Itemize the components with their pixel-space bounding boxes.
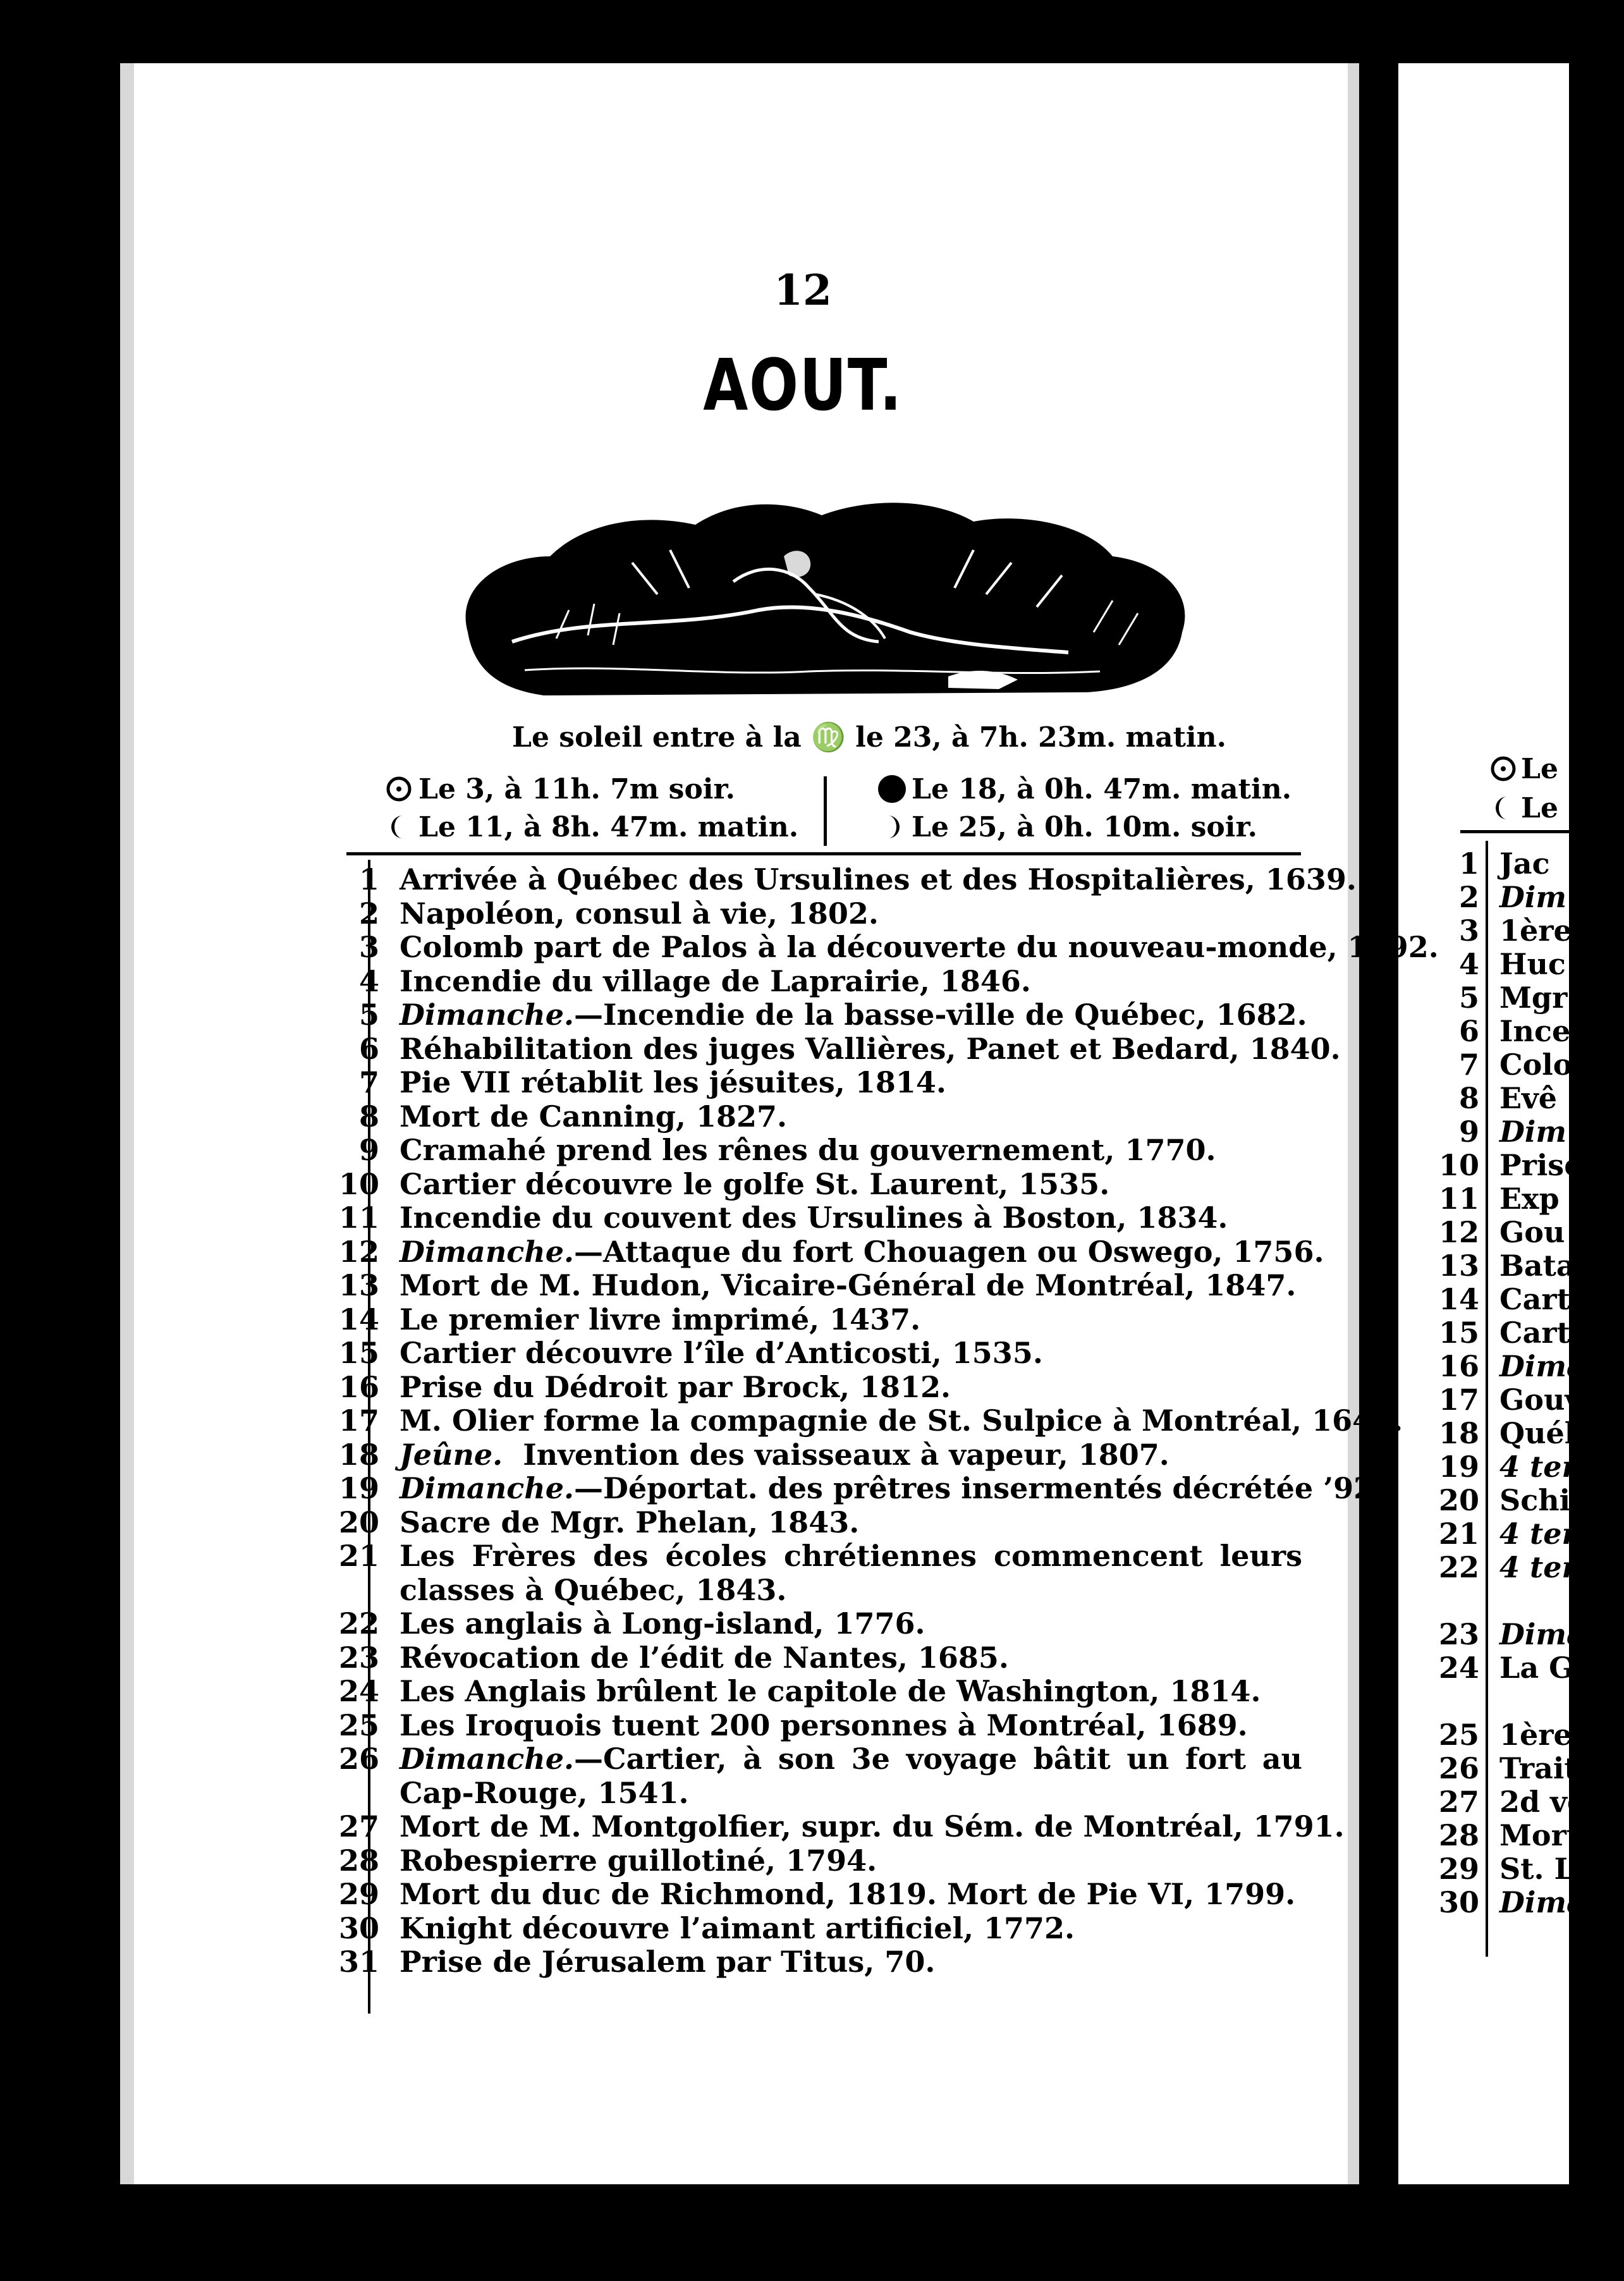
day-number: 1 — [1458, 847, 1479, 881]
day-number: 10 — [338, 1166, 379, 1201]
day-number: 22 — [1438, 1550, 1479, 1584]
day-number: 30 — [1438, 1885, 1479, 1919]
calendar-entry — [316, 965, 1302, 999]
calendar-entry — [316, 1878, 1302, 1912]
calendar-entry — [1422, 1082, 1574, 1115]
entry-text: Bata — [1499, 1249, 1575, 1283]
day-number: 8 — [358, 1099, 379, 1134]
day-number: 24 — [338, 1674, 379, 1708]
entry-text: 4 tem — [1499, 1517, 1593, 1551]
horizontal-rule — [346, 852, 1301, 855]
entry-text: Dim — [1499, 1115, 1567, 1149]
entry-text: Ince — [1499, 1014, 1571, 1048]
entry-text: Evê — [1499, 1081, 1558, 1115]
entry-text: Prise de Jérusalem par Titus, 70. — [400, 1945, 936, 1979]
calendar-entry — [316, 1371, 1302, 1405]
day-number: 2 — [358, 896, 379, 931]
calendar-entry — [1422, 1617, 1585, 1651]
day-number: 9 — [358, 1133, 379, 1167]
entry-text: Cartier découvre le golfe St. Laurent, 1535. — [400, 1166, 1110, 1201]
entry-text: M. Olier forme la compagnie de St. Sulpice à Montréal, 1640. — [400, 1403, 1403, 1438]
moon-phases-left — [379, 770, 798, 846]
calendar-entry — [1422, 1417, 1574, 1450]
entry-text: 4 tem — [1499, 1450, 1593, 1484]
calendar-entry — [316, 1945, 1302, 1979]
horizontal-rule — [1460, 830, 1587, 833]
day-number: 16 — [338, 1369, 379, 1404]
calendar-entry — [1422, 1249, 1574, 1283]
day-number: 21 — [1438, 1517, 1479, 1551]
entry-text: Le premier livre imprimé, 1437. — [400, 1302, 921, 1336]
entry-text: 1ère — [1499, 1718, 1572, 1752]
full-moon-icon — [379, 775, 418, 803]
first-quarter-icon — [872, 813, 912, 841]
day-number: 23 — [338, 1640, 379, 1675]
phase-text: Le 11, à 8h. 47m. matin. — [418, 810, 799, 843]
sunday-label: Dimanche. — [400, 1742, 575, 1776]
calendar-entry — [1422, 1550, 1593, 1584]
day-number: 20 — [338, 1505, 379, 1539]
phase-divider — [824, 776, 827, 846]
day-number: 9 — [1458, 1115, 1479, 1149]
entry-body: —Déportat. des prêtres insermentés décrétée ’92. — [574, 1471, 1384, 1505]
entry-text — [389, 1472, 1384, 1506]
day-number: 19 — [1438, 1450, 1479, 1484]
calendar-entry — [1422, 1517, 1593, 1551]
entry-text: Les Iroquois tuent 200 personnes à Montréal, 1689. — [400, 1708, 1248, 1742]
calendar-entry — [316, 1709, 1302, 1743]
day-number: 7 — [1458, 1048, 1479, 1082]
phase-text: Le 3, à 11h. 7m soir. — [418, 773, 735, 805]
entry-text: Mort — [1499, 1818, 1580, 1852]
entry-body: —Cartier, à son 3e voyage bâtit un fort au Cap-Rouge, 1541. — [400, 1742, 1302, 1810]
calendar-entry — [316, 1336, 1302, 1371]
entry-text: Les Frères des écoles chrétiennes commencent leurs classes à Québec, 1843. — [400, 1539, 1302, 1607]
calendar-entry — [316, 1607, 1302, 1641]
day-number: 10 — [1438, 1148, 1479, 1182]
day-number: 12 — [338, 1234, 379, 1269]
day-number: 1 — [358, 862, 379, 896]
day-number: 27 — [1438, 1785, 1479, 1819]
calendar-entry — [316, 1912, 1302, 1946]
day-number: 26 — [338, 1742, 379, 1776]
entry-text: Prise — [1499, 1148, 1583, 1182]
day-number: 11 — [338, 1201, 379, 1235]
day-number: 2 — [1458, 880, 1479, 914]
entry-text: La G — [1499, 1651, 1574, 1685]
entry-text: Mort du duc de Richmond, 1819. Mort de Pie VI, 1799. — [400, 1877, 1296, 1911]
calendar-entry — [1422, 948, 1574, 981]
day-number: 25 — [1438, 1718, 1479, 1752]
calendar-entry — [316, 1403, 1403, 1438]
calendar-entries — [316, 862, 1439, 1979]
day-number: 21 — [338, 1539, 379, 1573]
calendar-entry — [316, 1303, 1302, 1337]
calendar-entry — [1422, 1450, 1593, 1484]
entry-text: Révocation de l’édit de Nantes, 1685. — [400, 1640, 1009, 1675]
day-number: 18 — [338, 1437, 379, 1472]
entry-text: Napoléon, consul à vie, 1802. — [400, 896, 879, 931]
day-number: 19 — [338, 1471, 379, 1505]
entry-text: Les anglais à Long-island, 1776. — [400, 1606, 925, 1641]
entry-text: Colo — [1499, 1048, 1573, 1082]
day-number: 11 — [1438, 1182, 1479, 1216]
calendar-entry — [1422, 1651, 1574, 1685]
calendar-entry — [316, 1641, 1302, 1675]
page-gutter-shadow — [1348, 63, 1359, 2184]
entry-text: Dima — [1499, 1349, 1585, 1383]
entry-text: Huc — [1499, 947, 1566, 981]
day-number: 24 — [1438, 1651, 1479, 1685]
phase-text: Le — [1521, 792, 1558, 824]
calendar-entry — [316, 1134, 1302, 1168]
entry-text: 2d voy — [1499, 1785, 1604, 1819]
page-number: 12 — [774, 266, 832, 315]
entry-text: Dima — [1499, 1617, 1585, 1651]
moon-phases-right — [872, 770, 1291, 846]
calendar-entry — [316, 862, 1357, 897]
calendar-entry — [1422, 1216, 1574, 1249]
last-quarter-icon — [1486, 794, 1521, 822]
day-number: 28 — [1438, 1818, 1479, 1852]
calendar-entry — [1422, 981, 1574, 1015]
day-number: 18 — [1438, 1416, 1479, 1450]
entry-text: Quél — [1499, 1416, 1576, 1450]
entry-body: —Incendie de la basse-ville de Québec, 1682. — [574, 998, 1307, 1032]
calendar-entry — [1422, 1483, 1587, 1517]
sunday-label: Dimanche. — [400, 1234, 575, 1269]
day-number: 30 — [338, 1911, 379, 1945]
calendar-entry — [316, 1742, 1302, 1810]
calendar-entry — [1422, 1751, 1596, 1785]
entry-text: Arrivée à Québec des Ursulines et des Hospitalières, 1639. — [400, 862, 1357, 896]
calendar-entry — [316, 1066, 1302, 1100]
day-number: 13 — [1438, 1249, 1479, 1283]
entry-text — [389, 1742, 1302, 1810]
calendar-entry — [316, 998, 1307, 1032]
entry-text: Colomb part de Palos à la découverte du nouveau-monde, 1492. — [400, 930, 1439, 964]
calendar-entry — [1422, 881, 1574, 914]
new-moon-icon — [872, 773, 912, 805]
calendar-entry — [1422, 1316, 1574, 1350]
entry-text: Knight découvre l’aimant artificiel, 1772. — [400, 1911, 1075, 1945]
last-quarter-icon — [379, 813, 418, 841]
entry-text: Cramahé prend les rênes du gouvernement, 1770. — [400, 1133, 1216, 1167]
day-number: 14 — [1438, 1282, 1479, 1316]
calendar-entry — [316, 1844, 1302, 1878]
day-number: 12 — [1438, 1215, 1479, 1249]
entry-text: Incendie du village de Laprairie, 1846. — [400, 963, 1031, 998]
calendar-entry — [316, 1675, 1302, 1709]
calendar-entry — [1422, 1182, 1574, 1216]
calendar-entry — [316, 1506, 1302, 1540]
day-number: 31 — [338, 1945, 379, 1979]
page-edge-shadow — [120, 63, 134, 2184]
day-number: 15 — [1438, 1316, 1479, 1350]
calendar-entry — [316, 1539, 1302, 1607]
phase-row — [379, 808, 798, 846]
day-number: 25 — [338, 1708, 379, 1742]
phase-text: Le 25, à 0h. 10m. soir. — [912, 810, 1257, 843]
calendar-entry — [1422, 1349, 1585, 1383]
calendar-entry — [316, 1809, 1345, 1844]
phase-row — [872, 808, 1291, 846]
day-number: 5 — [358, 998, 379, 1032]
next-page-entries — [1422, 847, 1624, 1919]
calendar-entry — [316, 1031, 1341, 1067]
day-number: 6 — [358, 1031, 379, 1066]
calendar-entry — [1422, 1852, 1594, 1886]
day-number: 13 — [338, 1268, 379, 1302]
entry-text: Dim — [1499, 880, 1567, 914]
entry-text: Pie VII rétablit les jésuites, 1814. — [400, 1065, 946, 1099]
entry-text: Dimanc — [1499, 1885, 1624, 1919]
entry-text: Robespierre guillotiné, 1794. — [400, 1843, 877, 1878]
day-number: 28 — [338, 1843, 379, 1878]
entry-text: Mgr — [1499, 981, 1568, 1015]
day-number: 17 — [1438, 1383, 1479, 1417]
entry-body: —Attaque du fort Chouagen ou Oswego, 1756. — [574, 1234, 1324, 1269]
fast-day-label: Jeûne. — [400, 1437, 503, 1472]
entry-text: Mort de M. Hudon, Vicaire-Général de Montréal, 1847. — [400, 1268, 1297, 1302]
month-title: AOUT. — [703, 345, 903, 427]
calendar-entry — [1422, 1048, 1574, 1082]
entry-text — [389, 1235, 1324, 1269]
day-number: 23 — [1438, 1617, 1479, 1651]
entry-text: Gouv — [1499, 1383, 1582, 1417]
day-number: 5 — [1458, 981, 1479, 1015]
entry-text: Jac — [1499, 847, 1550, 881]
phase-row — [379, 770, 798, 808]
entry-text: Gou — [1499, 1215, 1565, 1249]
entry-text: Incendie du couvent des Ursulines à Boston, 1834. — [400, 1201, 1228, 1235]
calendar-entry — [1422, 1785, 1604, 1819]
phase-text: Le 18, à 0h. 47m. matin. — [912, 773, 1292, 805]
entry-text: Cartier découvre l’île d’Anticosti, 1535. — [400, 1336, 1043, 1370]
calendar-entry — [316, 930, 1439, 965]
phase-row — [1486, 788, 1558, 828]
sunday-label: Dimanche. — [400, 998, 575, 1032]
calendar-entry — [316, 1269, 1302, 1303]
day-number: 29 — [1438, 1852, 1479, 1886]
calendar-entry — [1422, 1718, 1574, 1752]
entry-text: St. Le — [1499, 1852, 1594, 1886]
day-number: 29 — [338, 1877, 379, 1911]
entry-text — [389, 998, 1307, 1032]
calendar-entry — [316, 1168, 1302, 1202]
entry-text: Prise du Dédroit par Brock, 1812. — [400, 1369, 951, 1404]
day-number: 26 — [1438, 1751, 1479, 1785]
calendar-entry — [1422, 914, 1574, 948]
sun-sign-entry: Le soleil entre à la ♍ le 23, à 7h. 23m. matin. — [512, 721, 1226, 754]
day-number: 3 — [358, 930, 379, 964]
entry-text: Cart — [1499, 1282, 1570, 1316]
phase-text: Le — [1521, 752, 1558, 785]
calendar-entry — [1422, 1383, 1582, 1417]
calendar-entry — [316, 1100, 1302, 1134]
calendar-entry — [316, 1471, 1384, 1506]
day-number: 6 — [1458, 1014, 1479, 1048]
day-number: 17 — [338, 1403, 379, 1438]
next-page-moon-phases — [1486, 749, 1558, 828]
entry-text: 4 tem — [1499, 1550, 1593, 1584]
calendar-entry — [1422, 1148, 1583, 1182]
day-number: 15 — [338, 1336, 379, 1370]
full-moon-icon — [1486, 755, 1521, 783]
day-number: 22 — [338, 1606, 379, 1641]
entry-text: Cart — [1499, 1316, 1570, 1350]
calendar-entry — [1422, 1283, 1574, 1316]
phase-row — [1486, 749, 1558, 788]
day-number: 16 — [1438, 1349, 1479, 1383]
day-number: 27 — [338, 1809, 379, 1844]
entry-text: Exp — [1499, 1182, 1560, 1216]
entry-text: Les Anglais brûlent le capitole de Washington, 1814. — [400, 1674, 1261, 1708]
entry-text: Sacre de Mgr. Phelan, 1843. — [400, 1505, 860, 1539]
reclining-figure-woodcut-icon — [430, 487, 1214, 727]
day-number: 7 — [358, 1065, 379, 1099]
calendar-entry — [316, 1438, 1302, 1472]
calendar-entry — [1422, 1885, 1624, 1919]
entry-text: Schis — [1499, 1483, 1587, 1517]
day-number: 14 — [338, 1302, 379, 1336]
day-number: 20 — [1438, 1483, 1479, 1517]
calendar-entry — [316, 1201, 1302, 1235]
day-number: 4 — [1458, 947, 1479, 981]
phase-row — [872, 770, 1291, 808]
sunday-label: Dimanche. — [400, 1471, 575, 1505]
entry-text: Mort de Canning, 1827. — [400, 1099, 788, 1134]
calendar-entry — [1422, 1818, 1580, 1852]
entry-text — [389, 1438, 1302, 1472]
day-number: 3 — [1458, 914, 1479, 948]
day-number: 4 — [358, 963, 379, 998]
day-number: 8 — [1458, 1081, 1479, 1115]
entry-body: Invention des vaisseaux à vapeur, 1807. — [503, 1437, 1169, 1472]
calendar-entry — [1422, 847, 1574, 881]
entry-text: 1ère — [1499, 914, 1572, 948]
entry-text: Réhabilitation des juges Vallières, Panet et Bedard, 1840. — [400, 1031, 1341, 1066]
entry-text: Mort de M. Montgolfier, supr. du Sém. de Montréal, 1791. — [400, 1809, 1345, 1844]
calendar-entry — [1422, 1015, 1574, 1048]
calendar-entry — [316, 1234, 1324, 1269]
entry-text: Traité — [1499, 1751, 1596, 1785]
calendar-entry — [316, 897, 1302, 931]
calendar-entry — [1422, 1115, 1574, 1149]
